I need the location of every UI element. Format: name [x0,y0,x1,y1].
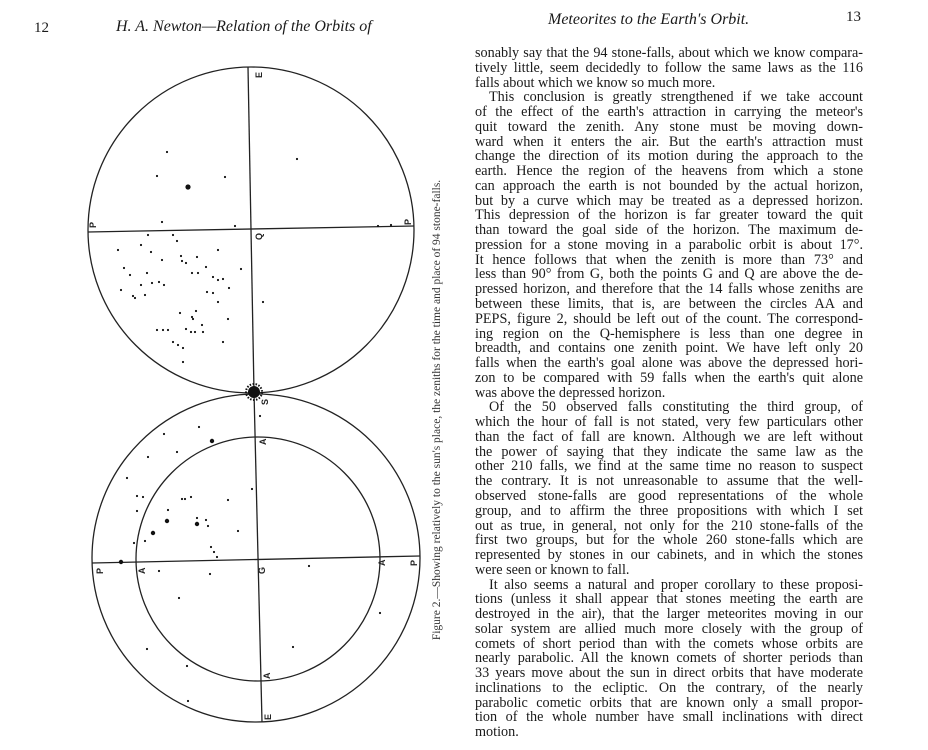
zenith-point [142,496,144,498]
text-line: between these limits, that is, are between the circles AA and [475,296,863,313]
text-line: earth. Hence the region of the heavens from which a stone [475,163,863,180]
text-line: ward when it enters the air. But the earth's attraction must [475,133,863,150]
zenith-point [165,519,169,523]
zenith-point [187,700,189,702]
label-sun-S: S [260,398,270,405]
text-line: less than 90° from G, both the points G and Q are above the de- [475,266,863,283]
zenith-point [176,240,178,242]
zenith-point [201,324,203,326]
text-line: falls when the earth's goal alone was above the depressed hori- [475,355,863,372]
zenith-point [182,347,184,349]
zenith-point [185,328,187,330]
zenith-point [190,331,192,333]
text-line: tions (unless it shall appear that stones meeting the earth are [475,591,863,608]
zenith-point [132,295,134,297]
text-line: parabolic cometic orbits that are known only a small propor- [475,694,863,711]
label-upper-P-right: P [403,218,413,225]
label-upper-Q: Q [254,232,264,240]
zenith-point [184,498,186,500]
zenith-point [119,560,123,564]
text-line: the contrary. It is not unreasonable to assume that the well- [475,473,863,490]
zenith-point [146,272,148,274]
zenith-point [180,255,182,257]
text-line: sonably say that the 94 stone-falls, about which we know compara- [475,45,863,61]
zenith-point [205,266,207,268]
zenith-point [172,234,174,236]
text-line: 33 years move about the sun in direct orbits that have moderate [475,665,863,682]
zenith-point [205,519,207,521]
zenith-point [151,531,155,535]
zenith-point [185,262,187,264]
zenith-point [210,439,214,443]
zenith-point [176,451,178,453]
zenith-point [212,276,214,278]
text-line: other 210 falls, we find at the same time no reason to suspect [475,458,863,475]
zenith-point [162,329,164,331]
body-text [475,46,863,740]
text-line: which the hour of fall is not stated, very few particulars other [475,414,863,431]
zenith-point [178,597,180,599]
label-lower-A-top: A [258,438,268,445]
zenith-point [292,646,294,648]
label-lower-P-right: P [409,559,419,566]
zenith-point [390,224,392,226]
text-line: tion of the whole number have small inclinations with direct [475,709,863,726]
zenith-point [182,361,184,363]
zenith-point [308,565,310,567]
text-line: than toward the goal side of the horizon. The maximum de- [475,222,863,239]
zenith-point [259,415,261,417]
text-line: nearly parabolic. All the known comets of shorter periods than [475,650,863,667]
zenith-point [210,546,212,548]
text-line: change the direction of its motion during the approach to the [475,148,863,165]
lower-hemisphere-circle [92,394,420,722]
zenith-point [144,540,146,542]
zenith-point [181,498,183,500]
text-line: can approach the earth is not bounded by the actual horizon, [475,177,863,194]
text-line: Of the 50 observed falls constituting the third group, of [489,399,863,416]
zenith-point [228,287,230,289]
text-line: the power of saying that they indicate the same law as the [475,443,863,460]
text-line: was above the depressed horizon. [475,384,666,401]
zenith-point [129,274,131,276]
zenith-point [172,341,174,343]
zenith-point [296,158,298,160]
zenith-point [150,251,152,253]
text-line: motion. [475,724,519,741]
left-running-head: H. A. Newton—Relation of the Orbits of [116,18,372,35]
text-line: destroyed in the air), that the larger meteorites moving in our [475,606,863,623]
label-lower-A-left: A [137,567,147,574]
zenith-point [117,249,119,251]
zenith-point [158,281,160,283]
zenith-point [216,556,218,558]
zenith-point [227,318,229,320]
zenith-point [147,234,149,236]
zenith-point [140,284,142,286]
zenith-point [217,249,219,251]
text-line: comets of short period than with the comets whose orbits are [475,635,863,652]
zenith-point [140,244,142,246]
text-line: but by a curve which may be treated as a depressed horizon. [475,192,863,209]
text-line: zon to be compared with 59 falls when the earth's quit alone [475,369,863,386]
zenith-point [262,301,264,303]
zenith-point [192,318,194,320]
zenith-point [224,176,226,178]
zenith-point [206,291,208,293]
zenith-point [196,256,198,258]
text-line: than the fact of fall are known. Although we are left without [475,428,863,445]
zenith-point [234,225,236,227]
text-line: It also seems a natural and proper corollary to these proposi- [489,576,863,593]
text-line: PEPS, figure 2, should be left out of the count. The correspond- [475,310,863,327]
text-line: of the effect of the earth's attraction in carrying the meteor's [475,104,863,121]
text-line: falls about which we know so much more. [475,74,716,91]
zenith-point [161,259,163,261]
lower-horizontal-axis [92,556,420,563]
text-line: tively little, seem decidedly to follow the same laws as the 116 [475,59,863,76]
right-page-number: 13 [846,9,861,25]
label-lower-A-bottom: A [262,672,272,679]
zenith-point [167,329,169,331]
text-line: inclinations to the ecliptic. On the contrary, of the nearly [475,679,863,696]
text-line: breadth, and contains one zenith point. We have left only 20 [475,340,863,357]
text-line: first two groups, but for the whole 260 stone-falls which are [475,532,863,549]
text-line: out as true, in general, not only for the 210 stone-falls of the [475,517,863,534]
zenith-point [167,509,169,511]
zenith-point [195,310,197,312]
zenith-point [134,297,136,299]
zenith-point [179,312,181,314]
text-line: It hence follows that when the zenith is more than 73° and [475,251,863,268]
zenith-point [191,316,193,318]
zenith-point [202,331,204,333]
zenith-point [158,570,160,572]
zenith-point [166,151,168,153]
zenith-point [237,530,239,532]
label-upper-E: E [254,71,264,78]
zenith-point [209,573,211,575]
zenith-point [207,525,209,527]
zenith-point [213,551,215,553]
figure-caption: Figure 2.—Showing relatively to the sun's place, the zeniths for the time and place of 94 stone-falls. [431,179,443,641]
zenith-point [163,284,165,286]
zenith-point [161,221,163,223]
text-line: represented by stones in our cabinets, and in which the stones [475,547,863,564]
zenith-point [151,282,153,284]
zenith-point [136,495,138,497]
label-lower-E: E [263,713,273,720]
text-line: group, and to affirm the three propositions with which I set [475,502,863,519]
zenith-point [194,331,196,333]
zenith-point [217,279,219,281]
zenith-point [144,294,146,296]
zenith-point [163,433,165,435]
zenith-point [186,665,188,667]
zenith-point [240,268,242,270]
zenith-point [136,510,138,512]
zenith-point [156,329,158,331]
zenith-point [185,184,190,189]
zenith-point [133,542,135,544]
label-lower-A-right: A [377,559,387,566]
zenith-point [222,341,224,343]
zenith-point [146,648,148,650]
zenith-point [222,278,224,280]
zenith-point [123,267,125,269]
text-line: quit toward the zenith. Any stone must be moving down- [475,118,863,135]
zenith-point [147,456,149,458]
zenith-point [126,477,128,479]
sun-marker [246,384,262,400]
text-line: pression for a stone moving in a parabolic orbit is about 17°. [475,236,863,253]
zenith-point [196,517,198,519]
zenith-point [120,289,122,291]
zenith-point [195,522,199,526]
zenith-point [177,344,179,346]
text-line: This depression of the horizon is far greater toward the quit [475,207,863,224]
right-running-head: Meteorites to the Earth's Orbit. [548,11,750,28]
label-upper-P-left: P [88,221,98,228]
text-line: pressed horizon, and therefore that the 14 falls whose zeniths are [475,281,863,298]
text-line: solar system are allied much more closely with the group of [475,620,863,637]
text-line: ing region on the Q-hemisphere is less than one degree in [475,325,863,342]
zenith-point [251,488,253,490]
zenith-point [190,496,192,498]
zenith-point [197,272,199,274]
zenith-point [379,612,381,614]
zenith-point [198,426,200,428]
left-page-number: 12 [34,20,49,36]
zenith-point [181,260,183,262]
label-lower-P-left: P [95,567,105,574]
text-line: were seen or known to fall. [475,561,630,578]
label-lower-G: G [257,566,267,574]
text-line: This conclusion is greatly strengthened if we take account [489,89,863,106]
zenith-point [377,225,379,227]
text-line: observed stone-falls are good representations of the whole [475,487,863,504]
zenith-point [156,175,158,177]
zenith-point [212,292,214,294]
zenith-point [227,499,229,501]
zenith-point [217,301,219,303]
zenith-point [191,272,193,274]
